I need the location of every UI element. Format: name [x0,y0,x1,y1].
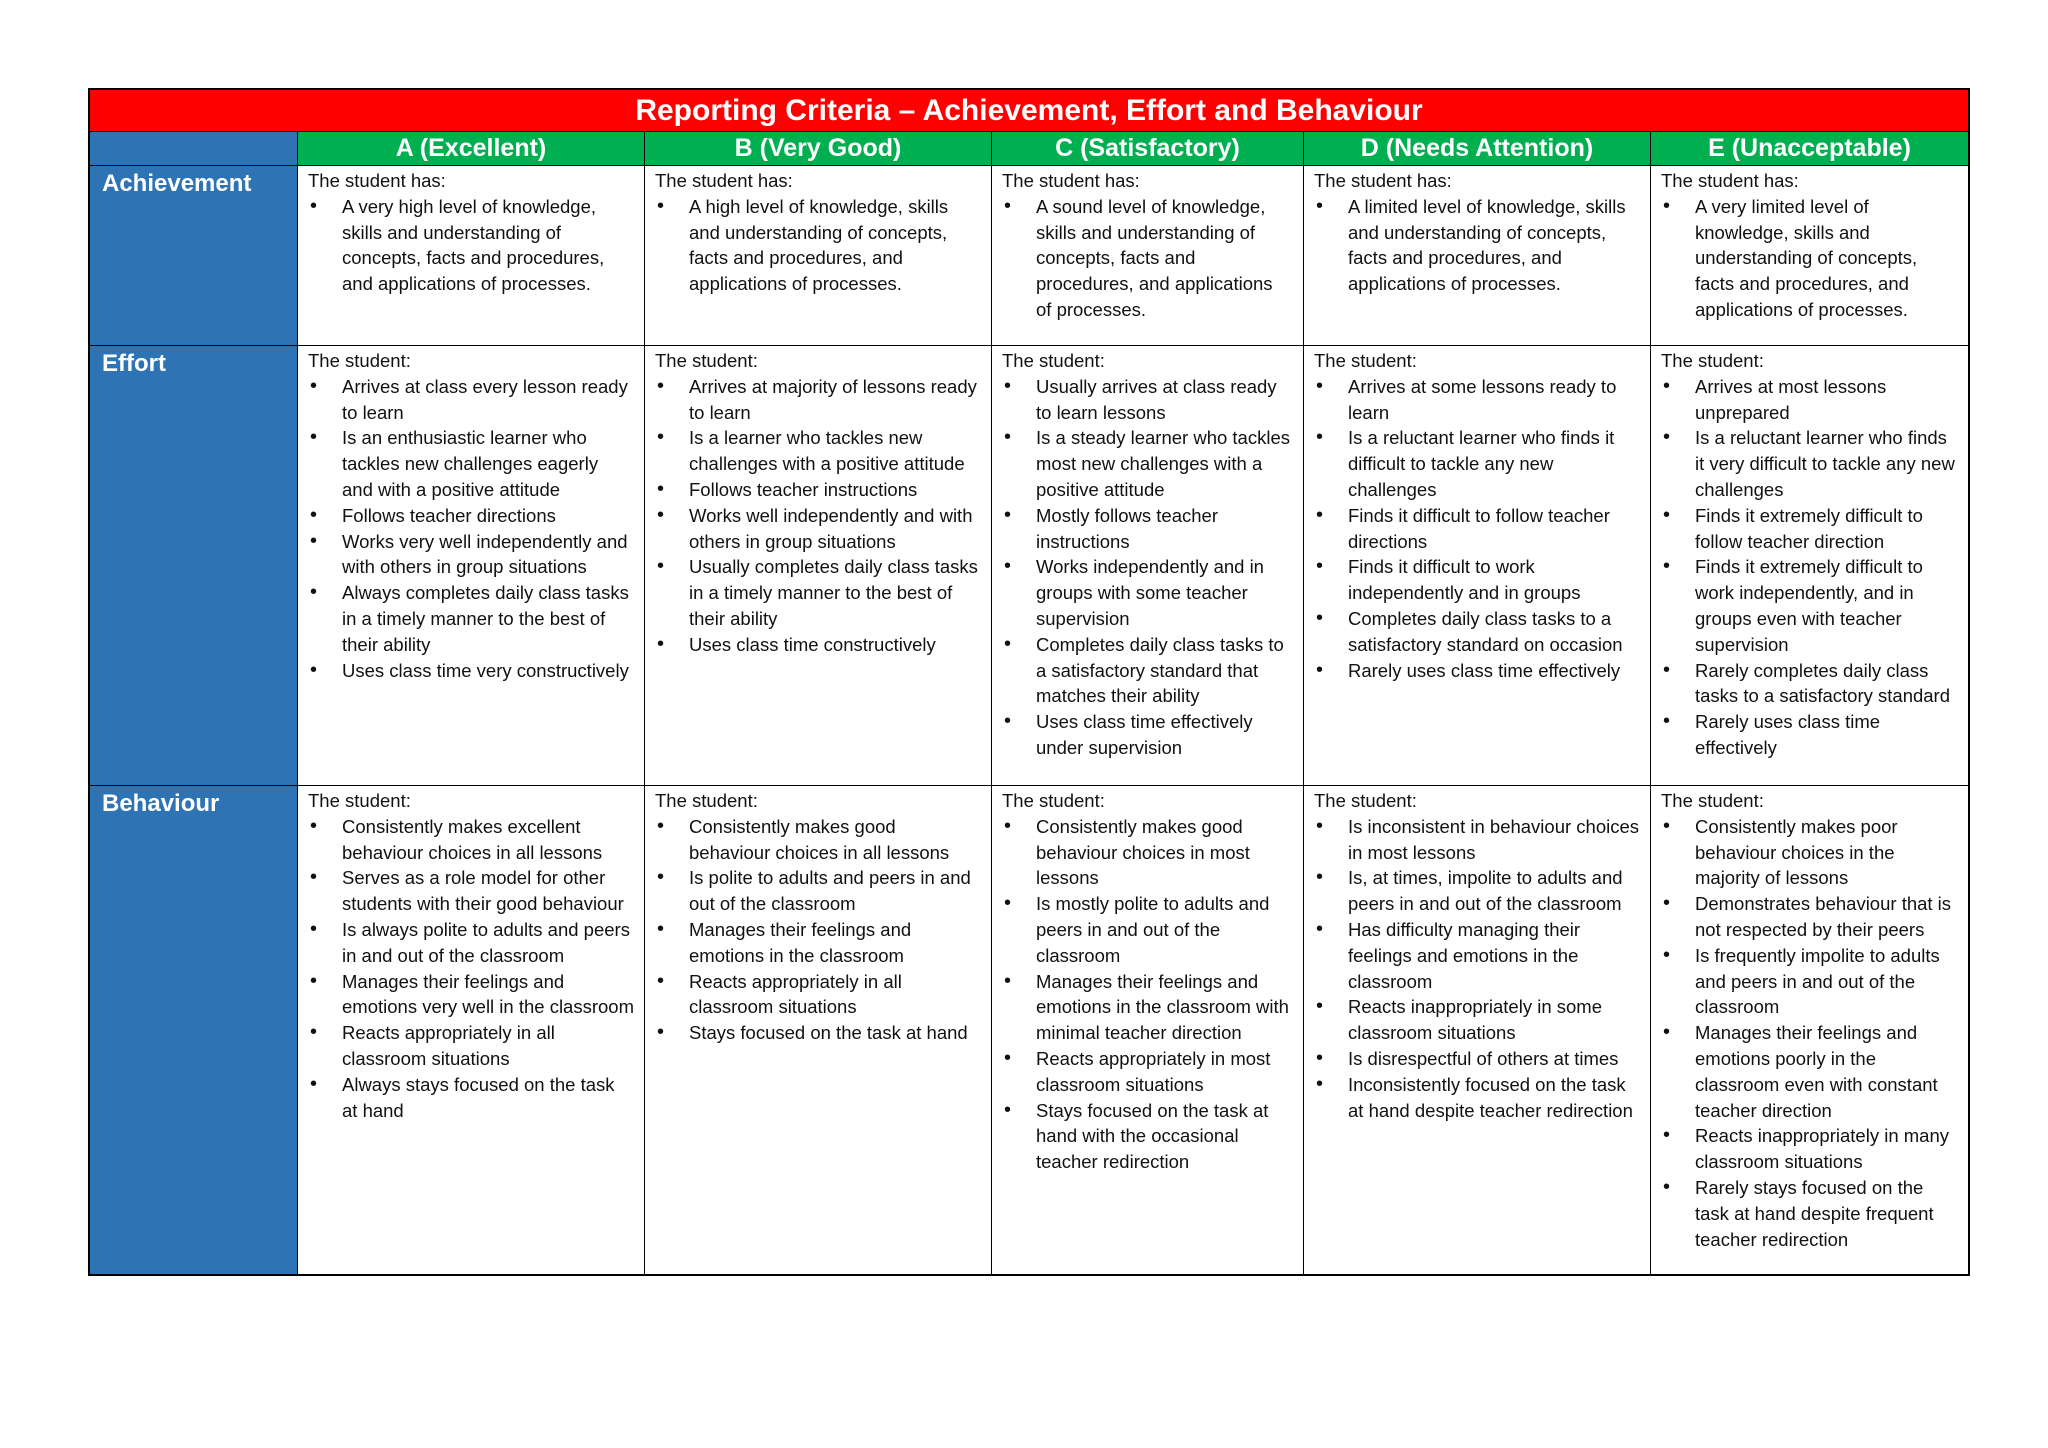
descriptor-item: • Finds it extremely difficult to follow teacher direction [1661,503,1958,555]
descriptor-item: • Completes daily class tasks to a satisfactory standard on occasion [1314,606,1640,658]
criteria-label: Achievement [90,166,298,345]
descriptor-item: • Is a reluctant learner who finds it very difficult to tackle any new challenges [1661,425,1958,502]
descriptor-intro: The student: [1002,350,1105,371]
descriptor-intro: The student has: [1661,170,1799,191]
descriptor-item: • Is a reluctant learner who finds it difficult to tackle any new challenges [1314,425,1640,502]
descriptor-item: • A sound level of knowledge, skills and understanding of concepts, facts and procedures, and applications of processes. [1002,194,1293,323]
descriptor-item: • Uses class time constructively [655,632,981,658]
descriptor-intro: The student: [1661,350,1764,371]
descriptor-item: • Arrives at most lessons unprepared [1661,374,1958,426]
descriptor-cell-c [992,346,1304,785]
descriptor-item: • Is a steady learner who tackles most new challenges with a positive attitude [1002,425,1293,502]
descriptor-cell-a [298,786,645,1274]
descriptor-cell-d [1304,786,1651,1274]
grade-header-row [90,132,1968,166]
descriptor-item: • Is disrespectful of others at times [1314,1046,1640,1072]
reporting-criteria-table [88,88,1970,1276]
descriptor-item: • Mostly follows teacher instructions [1002,503,1293,555]
descriptor-item: • Reacts inappropriately in many classroom situations [1661,1123,1958,1175]
descriptor-item: • Is mostly polite to adults and peers in and out of the classroom [1002,891,1293,968]
descriptor-item: • Rarely uses class time effectively [1661,709,1958,761]
descriptor-item: • Completes daily class tasks to a satisfactory standard that matches their ability [1002,632,1293,709]
descriptor-item: • Stays focused on the task at hand with the occasional teacher redirection [1002,1098,1293,1175]
descriptor-cell-b [645,346,992,785]
descriptor-item: • Always stays focused on the task at hand [308,1072,634,1124]
descriptor-item: • Consistently makes poor behaviour choices in the majority of lessons [1661,814,1958,891]
descriptor-cell-a [298,166,645,345]
grade-header-b: B (Very Good) [645,132,992,165]
descriptor-item: • Uses class time effectively under supervision [1002,709,1293,761]
corner-cell [90,132,298,165]
table-title: Reporting Criteria – Achievement, Effort and Behaviour [90,90,1968,132]
descriptor-item: • Inconsistently focused on the task at hand despite teacher redirection [1314,1072,1640,1124]
descriptor-item: • A very limited level of knowledge, skills and understanding of concepts, facts and procedures, and applications of processes. [1661,194,1958,323]
descriptor-item: • Is polite to adults and peers in and out of the classroom [655,865,981,917]
descriptor-intro: The student: [1314,790,1417,811]
descriptor-list [655,194,981,297]
descriptor-intro: The student: [308,790,411,811]
descriptor-intro: The student: [655,790,758,811]
descriptor-item: • A very high level of knowledge, skills and understanding of concepts, facts and procedures, and applications of processes. [308,194,634,297]
descriptor-list [1002,194,1293,323]
descriptor-item: • A high level of knowledge, skills and understanding of concepts, facts and procedures, and applications of processes. [655,194,981,297]
descriptor-list [1002,814,1293,1175]
descriptor-intro: The student has: [308,170,446,191]
descriptor-intro: The student has: [1002,170,1140,191]
descriptor-item: • Rarely stays focused on the task at hand despite frequent teacher redirection [1661,1175,1958,1252]
descriptor-item: • Works very well independently and with others in group situations [308,529,634,581]
descriptor-list [308,194,634,297]
descriptor-list [1314,194,1640,297]
descriptor-cell-b [645,166,992,345]
descriptor-item: • Is, at times, impolite to adults and peers in and out of the classroom [1314,865,1640,917]
criteria-row-achievement [90,166,1968,346]
criteria-row-effort [90,346,1968,786]
descriptor-intro: The student: [308,350,411,371]
descriptor-item: • Is always polite to adults and peers in and out of the classroom [308,917,634,969]
descriptor-intro: The student: [1661,790,1764,811]
descriptor-item: • Manages their feelings and emotions very well in the classroom [308,969,634,1021]
descriptor-list [308,814,634,1124]
descriptor-item: • Demonstrates behaviour that is not respected by their peers [1661,891,1958,943]
descriptor-item: • Arrives at class every lesson ready to learn [308,374,634,426]
descriptor-intro: The student has: [655,170,793,191]
descriptor-list [655,374,981,658]
descriptor-item: • Is frequently impolite to adults and peers in and out of the classroom [1661,943,1958,1020]
descriptor-item: • Is a learner who tackles new challenges with a positive attitude [655,425,981,477]
descriptor-item: • Works independently and in groups with some teacher supervision [1002,554,1293,631]
descriptor-cell-e [1651,786,1968,1274]
descriptor-item: • Works well independently and with others in group situations [655,503,981,555]
criteria-label: Behaviour [90,786,298,1274]
descriptor-cell-e [1651,166,1968,345]
criteria-row-behaviour [90,786,1968,1274]
descriptor-item: • Serves as a role model for other students with their good behaviour [308,865,634,917]
descriptor-list [1661,814,1958,1253]
descriptor-item: • Finds it extremely difficult to work independently, and in groups even with teacher supervision [1661,554,1958,657]
descriptor-item: • Is inconsistent in behaviour choices in most lessons [1314,814,1640,866]
descriptor-item: • Has difficulty managing their feelings and emotions in the classroom [1314,917,1640,994]
descriptor-cell-d [1304,346,1651,785]
descriptor-list [308,374,634,684]
descriptor-item: • Manages their feelings and emotions in the classroom with minimal teacher direction [1002,969,1293,1046]
descriptor-list [1661,194,1958,323]
descriptor-cell-b [645,786,992,1274]
grade-header-e: E (Unacceptable) [1651,132,1968,165]
descriptor-item: • Follows teacher directions [308,503,634,529]
descriptor-intro: The student: [655,350,758,371]
descriptor-item: • Consistently makes good behaviour choices in most lessons [1002,814,1293,891]
descriptor-item: • Finds it difficult to work independently and in groups [1314,554,1640,606]
descriptor-item: • Rarely completes daily class tasks to a satisfactory standard [1661,658,1958,710]
descriptor-cell-d [1304,166,1651,345]
descriptor-item: • Usually arrives at class ready to learn lessons [1002,374,1293,426]
grade-header-d: D (Needs Attention) [1304,132,1651,165]
descriptor-intro: The student: [1314,350,1417,371]
descriptor-item: • Finds it difficult to follow teacher directions [1314,503,1640,555]
descriptor-item: • A limited level of knowledge, skills and understanding of concepts, facts and procedures, and applications of processes. [1314,194,1640,297]
descriptor-item: • Consistently makes good behaviour choices in all lessons [655,814,981,866]
descriptor-cell-c [992,166,1304,345]
descriptor-cell-c [992,786,1304,1274]
grade-header-a: A (Excellent) [298,132,645,165]
descriptor-item: • Manages their feelings and emotions poorly in the classroom even with constant teacher direction [1661,1020,1958,1123]
descriptor-item: • Reacts appropriately in most classroom situations [1002,1046,1293,1098]
descriptor-item: • Stays focused on the task at hand [655,1020,981,1046]
descriptor-item: • Follows teacher instructions [655,477,981,503]
descriptor-item: • Rarely uses class time effectively [1314,658,1640,684]
descriptor-list [1661,374,1958,761]
descriptor-list [1002,374,1293,761]
descriptor-item: • Manages their feelings and emotions in the classroom [655,917,981,969]
descriptor-list [655,814,981,1046]
descriptor-intro: The student: [1002,790,1105,811]
descriptor-intro: The student has: [1314,170,1452,191]
descriptor-item: • Arrives at majority of lessons ready to learn [655,374,981,426]
descriptor-item: • Reacts appropriately in all classroom situations [655,969,981,1021]
descriptor-item: • Is an enthusiastic learner who tackles new challenges eagerly and with a positive attitude [308,425,634,502]
descriptor-list [1314,814,1640,1124]
descriptor-item: • Always completes daily class tasks in a timely manner to the best of their ability [308,580,634,657]
descriptor-item: • Arrives at some lessons ready to learn [1314,374,1640,426]
descriptor-cell-a [298,346,645,785]
descriptor-item: • Consistently makes excellent behaviour choices in all lessons [308,814,634,866]
criteria-label: Effort [90,346,298,785]
grade-header-c: C (Satisfactory) [992,132,1304,165]
descriptor-item: • Usually completes daily class tasks in a timely manner to the best of their ability [655,554,981,631]
descriptor-item: • Reacts inappropriately in some classroom situations [1314,994,1640,1046]
descriptor-item: • Reacts appropriately in all classroom situations [308,1020,634,1072]
descriptor-item: • Uses class time very constructively [308,658,634,684]
descriptor-list [1314,374,1640,684]
descriptor-cell-e [1651,346,1968,785]
